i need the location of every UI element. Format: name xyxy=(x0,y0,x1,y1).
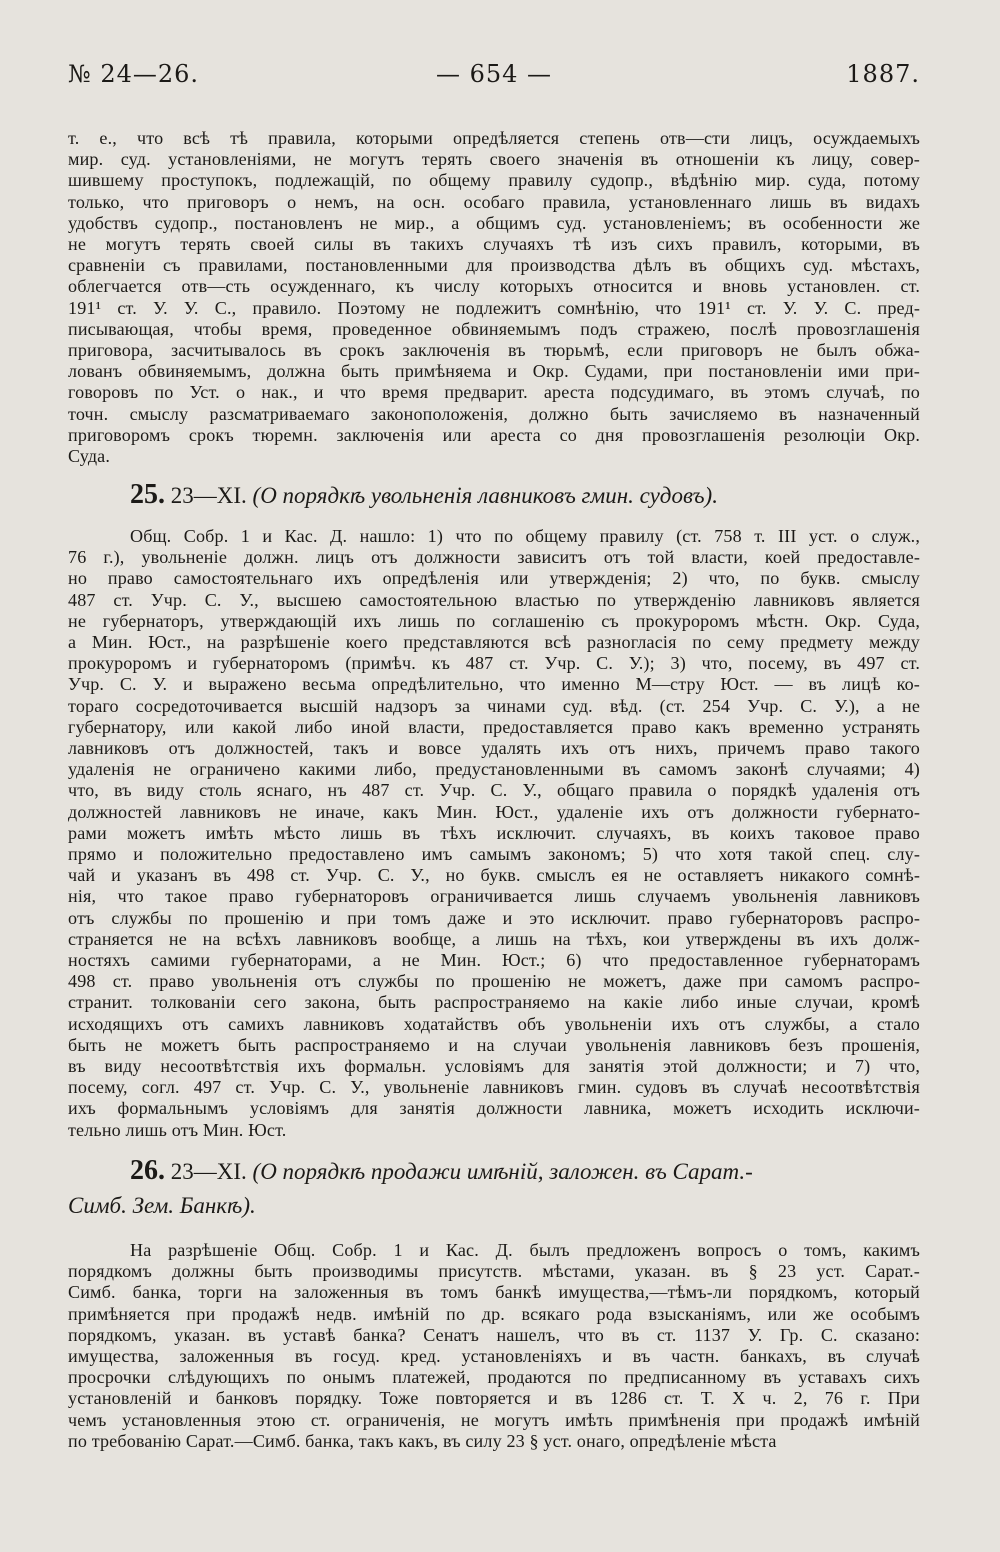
text-line: На разрѣшенiе Общ. Собр. 1 и Кас. Д. былъ предложенъ вопросъ о томъ, какимъ xyxy=(130,1240,920,1260)
section-25-heading xyxy=(130,478,930,513)
text-line: 498 ст. право увольненiя отъ службы по прошенiю не можетъ, даже при самомъ распро- xyxy=(68,971,920,992)
text-line: удаленiя не ограничено какими либо, предустановленными въ самомъ законѣ случаями; 4) xyxy=(68,759,920,780)
section-26-date: 23—XI. xyxy=(170,1159,247,1184)
text-line: посему, согл. 497 ст. Учр. С. У., увольненiе лавниковъ гмин. судовъ въ случаѣ несоотвѣтствiя xyxy=(68,1077,920,1098)
text-line: а Мин. Юст., на разрѣшенiе коего представляются всѣ разногласiя по сему предмету между xyxy=(68,632,920,653)
text-line: порядкомъ должны быть производимы присутств. мѣстами, указан. въ § 23 уст. Сарат.- xyxy=(68,1261,920,1282)
section-26-number: 26. xyxy=(130,1155,165,1186)
text-line: т. е., что всѣ тѣ правила, которыми опредѣляется степень отв—сти лицъ, осуждаемыхъ xyxy=(68,128,920,148)
section-26-heading xyxy=(68,1154,930,1223)
text-line: примѣняется при продажѣ недв. имѣнiй по др. всякаго рода взысканiямъ, или же особымъ xyxy=(68,1303,920,1324)
text-line: не могутъ терять своей силы въ такихъ случаяхъ тѣ изъ сихъ правилъ, которыми, въ xyxy=(68,234,920,255)
section-25-date: 23—XI. xyxy=(170,483,247,508)
text-line: лованъ обвиняемымъ, должна быть примѣняема и Окр. Судами, при постановленiи ими при- xyxy=(68,361,920,382)
text-line: исходящихъ отъ самихъ лавниковъ ходатайствъ объ увольненiи ихъ отъ службы, а стало xyxy=(68,1013,920,1034)
page-number: — 654 — xyxy=(435,60,553,88)
text-line: установленiй и банковъ порядку. Тоже повторяется и въ 1286 ст. Т. X ч. 2, 76 г. При xyxy=(68,1388,920,1409)
text-line: отъ службы по прошенiю и при томъ даже и это исключит. право губернаторовъ распро- xyxy=(68,907,920,928)
text-line: Общ. Собр. 1 и Кас. Д. нашло: 1) что по общему правилу (ст. 758 т. III уст. о служ., xyxy=(130,526,920,546)
text-line: удобствъ судопр., постановленъ не мир., а общимъ суд. установленiемъ; въ особенности же xyxy=(68,212,920,233)
text-line: 487 ст. Учр. С. У., высшею самостоятельною властью по утвержденiю лавниковъ является xyxy=(68,589,920,610)
text-line: что, въ виду столь яснаго, нъ 487 ст. Учр. С. У., общаго правила о порядкѣ удаленiя отъ xyxy=(68,780,920,801)
text-line: тораго сосредоточивается высшiй надзоръ за чинами суд. вѣд. (ст. 254 Учр. С. У.), а не xyxy=(68,695,920,716)
text-line: писывающая, чтобы время, проведенное обвиняемымъ подъ стражею, послѣ провозглашенiя xyxy=(68,318,920,339)
text-line: по требованiю Сарат.—Симб. банка, такъ какъ, въ силу 23 § уст. онаго, опредѣленiе мѣста xyxy=(68,1430,777,1451)
text-line: приговора, засчитывалось въ срокъ заключенiя въ тюрьмѣ, если приговоръ не былъ обжа- xyxy=(68,340,920,361)
year: 1887. xyxy=(846,60,920,88)
text-line: странит. толкованiи сего закона, быть распространяемо на какiе либо иные случаи, кромѣ xyxy=(68,992,920,1013)
text-line: прямо и положительно предоставлено имъ самымъ закономъ; 5) что хотя такой спец. слу- xyxy=(68,844,920,865)
text-line: но право самостоятельнаго ихъ опредѣленiя или утвержденiя; 2) что, по букв. смыслу xyxy=(68,568,920,589)
section-26-title-line1: (О порядкѣ продажи имѣнiй, заложен. въ Сарат.- xyxy=(252,1159,753,1184)
text-line: въ виду несоотвѣтствiя ихъ формальн. условiямъ для занятiя этой должности; и 7) что, xyxy=(68,1056,920,1077)
text-line: чемъ установленныя этою ст. ограниченiя, не могутъ имѣть примѣненiя при продажѣ имѣнiй xyxy=(68,1409,920,1430)
section-25-title: (О порядкѣ увольненiя лавниковъ гмин. судовъ). xyxy=(252,483,718,508)
text-line: губернатору, или какой либо иной власти, предоставляется право какъ временно устранять xyxy=(68,716,920,737)
text-line: ихъ формальнымъ условiямъ для занятiя должности лавника, можетъ исходить исключи- xyxy=(68,1098,920,1119)
text-line: 76 г.), увольненiе должн. лицъ отъ должности зависитъ отъ той власти, коей предоставле- xyxy=(68,547,920,568)
text-line: имущества, заложенныя въ госуд. кред. установленiяхъ и въ частн. банкахъ, въ случаѣ xyxy=(68,1346,920,1367)
text-line: Учр. С. У. и выражено весьма опредѣлительно, что именно М—стру Юст. — въ лицѣ ко- xyxy=(68,674,920,695)
text-line: рами можетъ имѣть мѣсто лишь въ тѣхъ исключит. случаяхъ, въ коихъ таковое право xyxy=(68,822,920,843)
text-line: Суда. xyxy=(68,446,111,467)
text-line: порядкомъ, указан. въ уставѣ банка? Сенатъ нашелъ, что въ ст. 1137 У. Гр. С. сказано: xyxy=(68,1324,920,1345)
text-line: страняется не на всѣхъ лавниковъ вообще, а лишь на тѣхъ, кои утверждены въ ихъ долж- xyxy=(68,928,920,949)
section-25-number: 25. xyxy=(130,479,165,510)
text-line: быть не можетъ быть распространяемо и на случаи увольненiя лавниковъ безъ прошенiя, xyxy=(68,1034,920,1055)
text-line: должностей лавниковъ не иначе, какъ Мин. Юст., удаленiе ихъ отъ должности губернато- xyxy=(68,801,920,822)
text-line: нiя, что такое право губернаторовъ ограничивается лишь случаемъ увольненiя лавниковъ xyxy=(68,886,920,907)
text-line: просрочки слѣдующихъ по онымъ платежей, продаются по предписанному въ уставахъ сихъ xyxy=(68,1367,920,1388)
text-line: облегчается отв—сть осужденнаго, къ числу которыхъ относится и вновь установлен. ст. xyxy=(68,276,920,297)
text-line: говоровъ по Уст. о нак., и что время предварит. ареста подсудимаго, въ этомъ случаѣ, по xyxy=(68,382,920,403)
text-line: чай и указанъ въ 498 ст. Учр. С. У., но букв. смыслъ ея не оставляетъ никакого сомнѣ- xyxy=(68,865,920,886)
section-26-title-line2: Симб. Зем. Банкѣ). xyxy=(68,1193,256,1218)
text-line: приговоромъ срокъ тюремн. заключенiя или ареста со дня провозглашенiя резолюцiи Окр. xyxy=(68,424,920,445)
page-header xyxy=(68,60,920,94)
text-line: мир. суд. установленiями, не могутъ терять своего значенiя въ отношенiи къ лицу, совер- xyxy=(68,149,920,170)
intro-paragraph xyxy=(68,128,920,467)
text-line: прокуроромъ и губернаторомъ (примѣч. къ 487 ст. Учр. С. У.); 3) что, посему, въ 497 ст. xyxy=(68,653,920,674)
section-25-body xyxy=(68,526,920,1141)
text-line: сравненiи съ правилами, постановленными для производства дѣлъ въ общихъ суд. мѣстахъ, xyxy=(68,255,920,276)
text-line: шившему проступокъ, подлежащiй, по общему правилу судопр., вѣдѣнiю мир. суда, потому xyxy=(68,170,920,191)
text-line: точн. смыслу разсматриваемаго законоположенiя, должно быть зачисляемо въ назначенный xyxy=(68,403,920,424)
text-line: тельно лишь отъ Мин. Юст. xyxy=(68,1119,287,1140)
text-line: не губернаторъ, утверждающiй ихъ лишь по соглашенiю съ прокуроромъ мѣстн. Окр. Суда, xyxy=(68,610,920,631)
text-line: Симб. банка, торги на заложенныя въ томъ банкѣ имущества,—тѣмъ-ли порядкомъ, который xyxy=(68,1282,920,1303)
section-26-body xyxy=(68,1240,920,1452)
text-line: ностяхъ самими губернаторами, а не Мин. Юст.; 6) что предоставленное губернаторамъ xyxy=(68,950,920,971)
text-line: лавниковъ отъ должностей, такъ и вовсе удалять ихъ отъ нихъ, причемъ право такого xyxy=(68,738,920,759)
text-line: только, что приговоръ о немъ, на осн. особаго правила, установленнаго лишь въ видахъ xyxy=(68,191,920,212)
issue-number: № 24—26. xyxy=(68,60,200,88)
text-line: 191¹ ст. У. У. С., правило. Поэтому не подлежитъ сомнѣнiю, что 191¹ ст. У. У. С. пред- xyxy=(68,297,920,318)
